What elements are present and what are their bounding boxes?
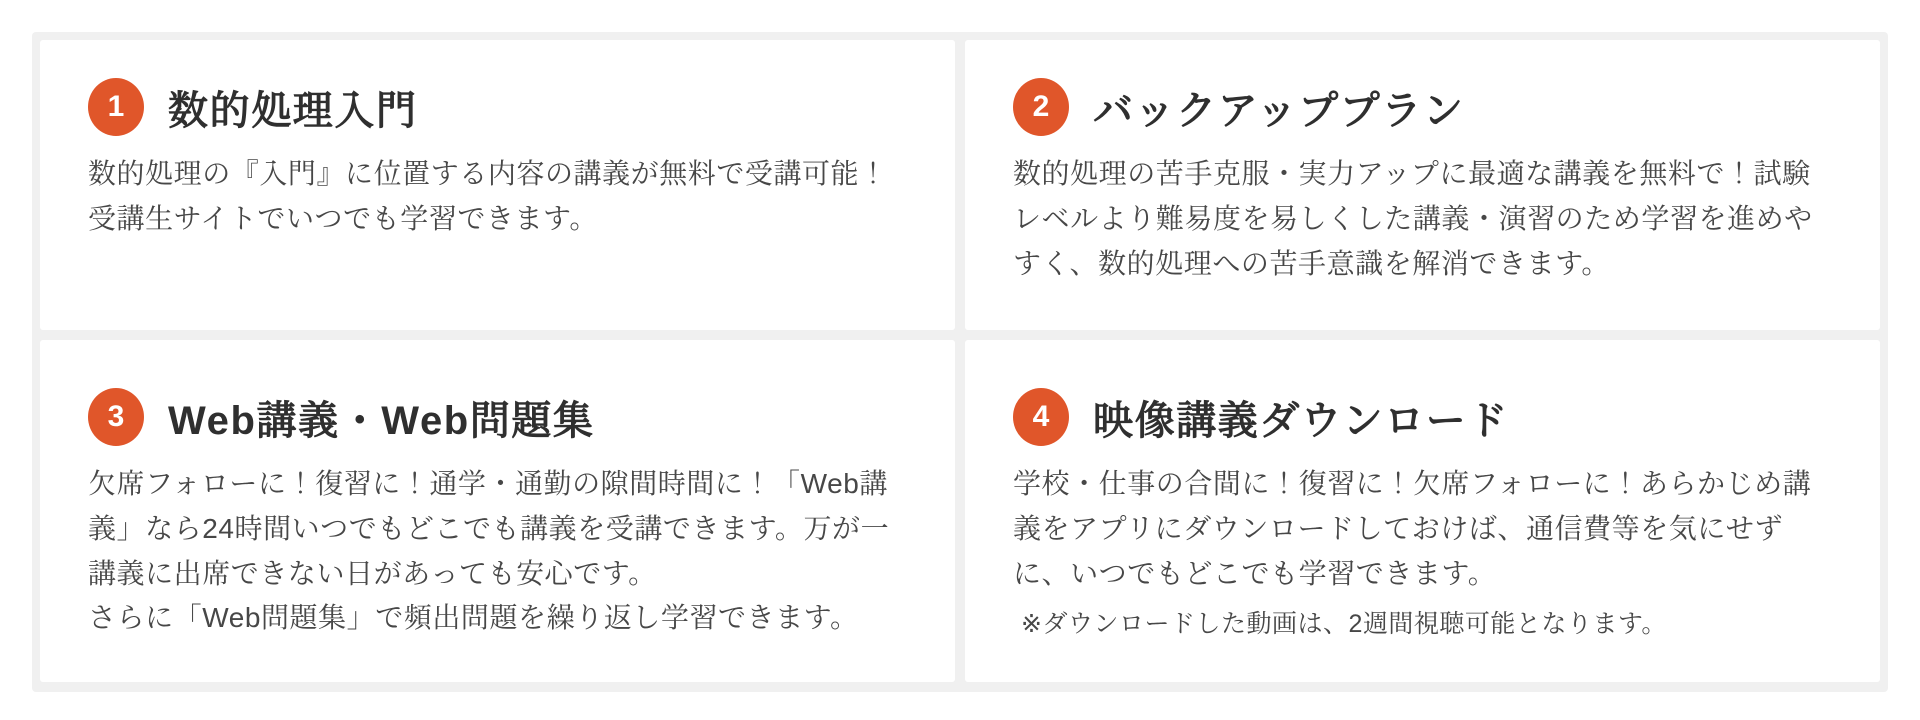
feature-card-4-header (1013, 388, 1832, 446)
feature-title-2: バックアッププラン (1093, 88, 1465, 133)
feature-title-4: 映像講義ダウンロード (1093, 398, 1509, 443)
feature-card-3-header (88, 388, 907, 446)
feature-card-2 (965, 40, 1880, 330)
number-badge-2: 2 (1013, 78, 1069, 136)
feature-card-3 (40, 340, 955, 682)
feature-card-1-header (88, 78, 907, 136)
number-badge-4: 4 (1013, 388, 1069, 446)
feature-card-1 (40, 40, 955, 330)
feature-title-3: Web講義・Web問題集 (168, 398, 595, 443)
features-panel (32, 32, 1888, 692)
feature-description-2: 数的処理の苦手克服・実力アップに最適な講義を無料で！試験レベルより難易度を易しくした講義・演習のため学習を進めやすく、数的処理への苦手意識を解消できます。 (1013, 158, 1813, 279)
feature-card-4 (965, 340, 1880, 682)
feature-description-4: 学校・仕事の合間に！復習に！欠席フォローに！あらかじめ講義をアプリにダウンロードしておけば、通信費等を気にせずに、いつでもどこでも学習できます。 (1013, 468, 1812, 589)
number-badge-3: 3 (88, 388, 144, 446)
number-badge-1: 1 (88, 78, 144, 136)
feature-title-1: 数的処理入門 (168, 88, 418, 133)
feature-card-2-header (1013, 78, 1832, 136)
feature-description-1: 数的処理の『入門』に位置する内容の講義が無料で受講可能！受講生サイトでいつでも学習できます。 (88, 158, 888, 234)
feature-description-3b: さらに「Web問題集」で頻出問題を繰り返し学習できます。 (88, 602, 859, 634)
feature-note-4: ※ダウンロードした動画は、2週間視聴可能となります。 (1021, 610, 1667, 639)
feature-description-3: 欠席フォローに！復習に！通学・通勤の隙間時間に！「Web講義」なら24時間いつでもどこでも講義を受講できます。万が一講義に出席できない日があっても安心です。 (88, 468, 890, 589)
